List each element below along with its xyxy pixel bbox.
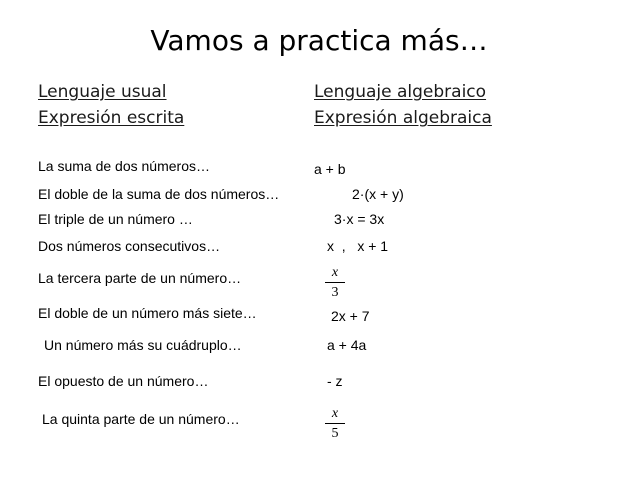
row-label-consecutivos: Dos números consecutivos… xyxy=(38,238,221,254)
header-expresion-algebraica: Expresión algebraica xyxy=(314,108,492,128)
fraction-x-over-5 xyxy=(325,407,345,441)
row-label-triple: El triple de un número … xyxy=(38,211,193,227)
row-label-opuesto: El opuesto de un número… xyxy=(38,373,209,389)
row-label-quinta-parte: La quinta parte de un número… xyxy=(42,411,240,427)
fraction-denominator: 5 xyxy=(331,426,339,441)
row-label-tercera-parte: La tercera parte de un número… xyxy=(38,270,242,286)
header-lenguaje-usual: Lenguaje usual xyxy=(38,82,167,102)
row-expr-triple: 3·x = 3x xyxy=(334,211,385,227)
row-label-suma: La suma de dos números… xyxy=(38,158,210,174)
fraction-denominator: 3 xyxy=(331,285,339,300)
row-expr-doble-mas-siete: 2x + 7 xyxy=(331,308,370,324)
row-expr-suma: a + b xyxy=(314,161,346,177)
fraction-numerator: x xyxy=(331,265,339,280)
fraction-numerator: x xyxy=(331,406,339,421)
row-expr-doble-suma: 2·(x + y) xyxy=(352,186,404,202)
fraction-bar xyxy=(325,423,345,424)
header-lenguaje-algebraico: Lenguaje algebraico xyxy=(314,82,487,102)
row-expr-cuadruplo: a + 4a xyxy=(327,337,367,353)
row-label-cuadruplo: Un número más su cuádruplo… xyxy=(44,337,242,353)
header-expresion-escrita: Expresión escrita xyxy=(38,108,185,128)
fraction-bar xyxy=(325,282,345,283)
page-title: Vamos a practica más… xyxy=(150,24,488,57)
row-label-doble-mas-siete: El doble de un número más siete… xyxy=(38,305,257,321)
row-expr-opuesto: - z xyxy=(327,373,343,389)
row-label-doble-suma: El doble de la suma de dos números… xyxy=(38,186,280,202)
row-expr-consecutivos: x , x + 1 xyxy=(327,238,389,254)
fraction-x-over-3 xyxy=(325,266,345,300)
